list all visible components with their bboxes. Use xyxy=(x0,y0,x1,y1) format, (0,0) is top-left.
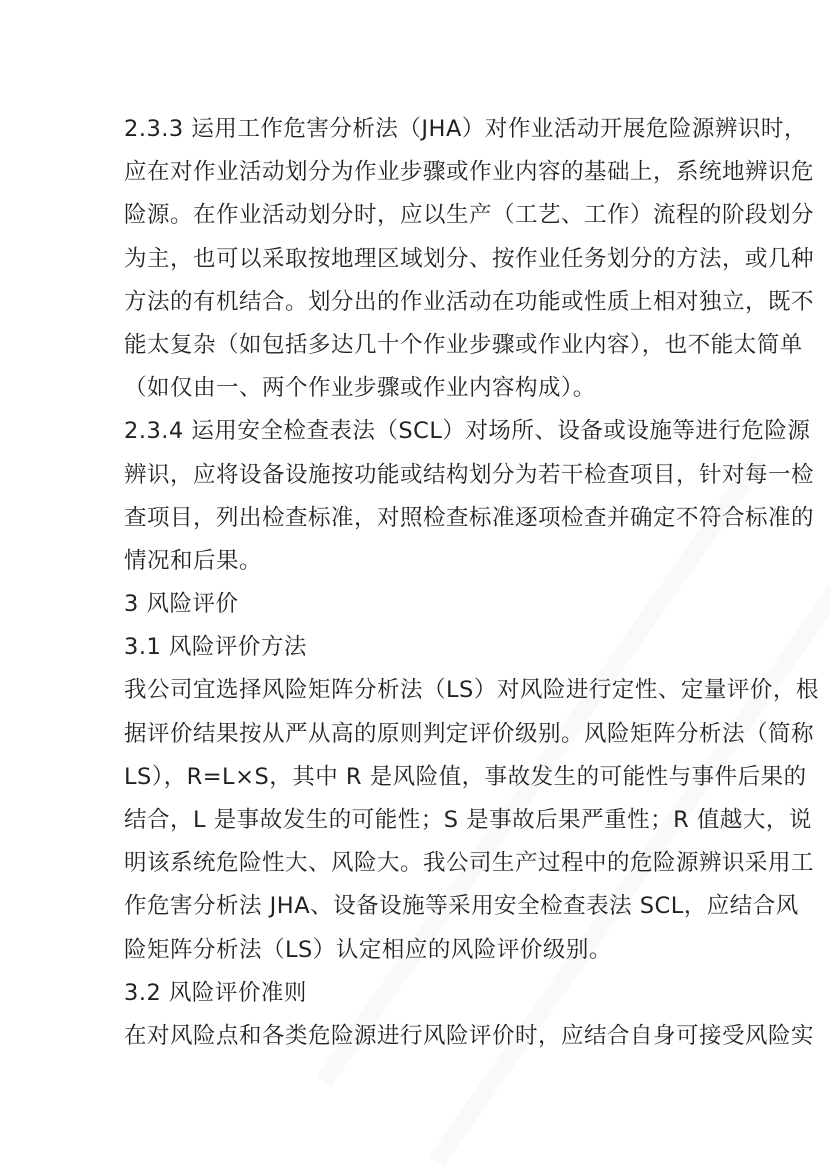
paragraph-line: 作危害分析法 JHA、设备设施等采用安全检查表法 SCL，应结合风 xyxy=(124,893,799,920)
heading-3: 3 风险评价 xyxy=(124,591,239,618)
paragraph-line: （如仅由一、两个作业步骤或作业内容构成）。 xyxy=(124,375,596,402)
paragraph-line: 能太复杂（如包括多达几十个作业步骤或作业内容），也不能太简单 xyxy=(124,331,803,358)
paragraph-line: 据评价结果按从严从高的原则判定评价级别。风险矩阵分析法（简称 xyxy=(124,720,815,747)
paragraph-line: 辨识，应将设备设施按功能或结构划分为若干检查项目，针对每一检 xyxy=(124,461,815,488)
paragraph-line: 为主，也可以采取按地理区域划分、按作业任务划分的方法，或几种 xyxy=(124,245,815,272)
section-2-3-4 xyxy=(124,410,815,583)
paragraph-line: LS），R=L×S，其中 R 是风险值，事故发生的可能性与事件后果的 xyxy=(124,763,807,790)
section-2-3-3 xyxy=(124,108,815,410)
paragraph-line: 情况和后果。 xyxy=(124,547,263,574)
paragraph-line: 我公司宜选择风险矩阵分析法（LS）对风险进行定性、定量评价，根 xyxy=(124,677,819,704)
paragraph-line: 应在对作业活动划分为作业步骤或作业内容的基础上，系统地辨识危 xyxy=(124,159,815,186)
section-3-2-body xyxy=(124,1015,815,1058)
document-page xyxy=(124,108,819,1058)
paragraph-line: 险矩阵分析法（LS）认定相应的风险评价级别。 xyxy=(124,936,612,963)
paragraph-line: 2.3.3 运用工作危害分析法（JHA）对作业活动开展危险源辨识时， xyxy=(124,116,807,142)
paragraph-line: 明该系统危险性大、风险大。我公司生产过程中的危险源辨识采用工 xyxy=(124,850,815,877)
heading-3-1: 3.1 风险评价方法 xyxy=(124,634,307,661)
paragraph-line: 险源。在作业活动划分时，应以生产（工艺、工作）流程的阶段划分 xyxy=(124,202,815,229)
paragraph-line: 方法的有机结合。划分出的作业活动在功能或性质上相对独立，既不 xyxy=(124,288,815,315)
paragraph-line: 查项目，列出检查标准，对照检查标准逐项检查并确定不符合标准的 xyxy=(124,504,815,531)
paragraph-line: 在对风险点和各类危险源进行风险评价时，应结合自身可接受风险实 xyxy=(124,1022,815,1049)
heading-3-2: 3.2 风险评价准则 xyxy=(124,979,307,1006)
paragraph-line: 2.3.4 运用安全检查表法（SCL）对场所、设备或设施等进行危险源 xyxy=(124,418,811,445)
section-3-1-body xyxy=(124,669,819,971)
paragraph-line: 结合，L 是事故发生的可能性；S 是事故后果严重性；R 值越大，说 xyxy=(124,807,812,833)
